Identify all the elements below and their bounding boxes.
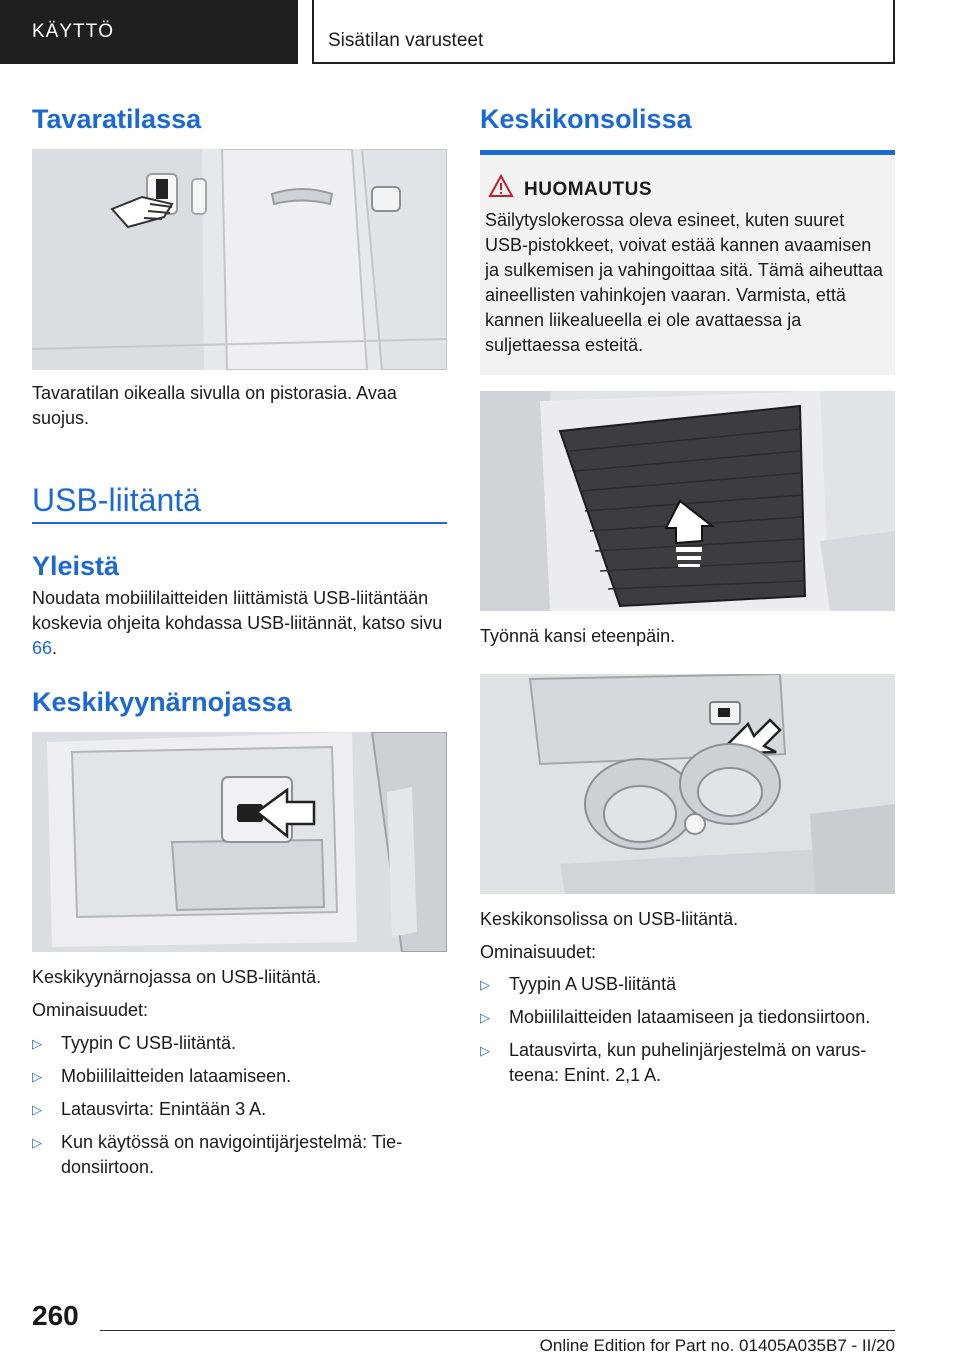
yleista-text-end: .: [52, 638, 58, 658]
list-item: ▷ Mobiililaitteiden lataamiseen ja tiedonsiirtoon.: [480, 1005, 895, 1030]
footer-rule: [100, 1330, 895, 1331]
chapter-tab: KÄYTTÖ: [0, 0, 298, 64]
list-item: ▷ Latausvirta, kun puhelinjärjestelmä on varusteena: Enint. 2,1 A.: [480, 1040, 867, 1085]
heading-usb-liitanta: USB-liitäntä: [32, 482, 201, 518]
heading-underline: [32, 522, 447, 524]
list-item: ▷ Kun käytössä on navigointijärjestelmä: Tiedonsiirtoon.: [32, 1132, 403, 1177]
triangle-right-icon: ▷: [480, 1010, 490, 1025]
section-title: Sisätilan varusteet: [328, 30, 484, 51]
footer-edition: Online Edition for Part no. 01405A035B7 - II/20: [539, 1336, 895, 1355]
right-feature-list: [480, 972, 895, 1096]
triangle-right-icon: ▷: [480, 977, 490, 992]
cover-text: Työnnä kansi eteenpäin.: [480, 626, 676, 646]
notice-box: [480, 150, 895, 375]
keskikyynarnojassa-text: Keskikyynärnojassa on USB-liitäntä.: [32, 967, 322, 987]
heading-yleista: Yleistä: [32, 551, 120, 581]
notice-body: Säilytyslokerossa oleva esineet, kuten suuret USB-pistokkeet, voivat estää kannen avaamisen ja sulkemisen ja vahingoittaa sitä. Tämä aiheuttaa aineellisten vahinkojen vaaran. Varmista, että kannen liikealueella ei ole avattaessa ja suljettaessa esteitä.: [485, 210, 883, 355]
warning-triangle-icon: [488, 174, 514, 198]
page-link-66[interactable]: 66: [32, 638, 53, 658]
heading-keskikonsolissa: Keskikonsolissa: [480, 104, 692, 134]
yleista-text-body: Noudata mobiililaitteiden liittämistä USB-liitäntään koskevia ohjeita kohdassa USB-liitännät, katso sivu: [32, 588, 443, 633]
triangle-right-icon: ▷: [32, 1069, 42, 1084]
console-cover-illustration: [480, 391, 895, 611]
page-number: 260: [32, 1300, 79, 1331]
triangle-right-icon: ▷: [32, 1135, 42, 1150]
triangle-right-icon: ▷: [32, 1036, 42, 1051]
list-item: ▷ Tyypin C USB-liitäntä.: [32, 1031, 447, 1056]
trunk-socket-illustration: [32, 149, 447, 370]
list-item: ▷ Mobiililaitteiden lataamiseen.: [32, 1064, 447, 1089]
list-item: ▷ Tyypin A USB-liitäntä: [480, 972, 895, 997]
triangle-right-icon: ▷: [480, 1043, 490, 1058]
heading-keskikyynarnojassa: Keskikyynärnojassa: [32, 687, 292, 717]
page-header: [0, 0, 960, 66]
armrest-usb-illustration: [32, 732, 447, 952]
console-usb-illustration: [480, 674, 895, 894]
section-tab: [312, 0, 895, 64]
left-ominaisuudet-label: Ominaisuudet:: [32, 1000, 149, 1020]
console-text: Keskikonsolissa on USB-liitäntä.: [480, 909, 739, 929]
heading-tavaratilassa: Tavaratilassa: [32, 104, 202, 134]
tavaratilassa-text: Tavaratilan oikealla sivulla on pistorasia. Avaa suojus.: [32, 383, 397, 428]
triangle-right-icon: ▷: [32, 1102, 42, 1117]
right-ominaisuudet-label: Ominaisuudet:: [480, 942, 597, 962]
notice-title: HUOMAUTUS: [524, 179, 652, 200]
left-feature-list: [32, 1031, 447, 1188]
list-item: ▷ Latausvirta: Enintään 3 A.: [32, 1097, 447, 1122]
yleista-text: [32, 586, 447, 661]
